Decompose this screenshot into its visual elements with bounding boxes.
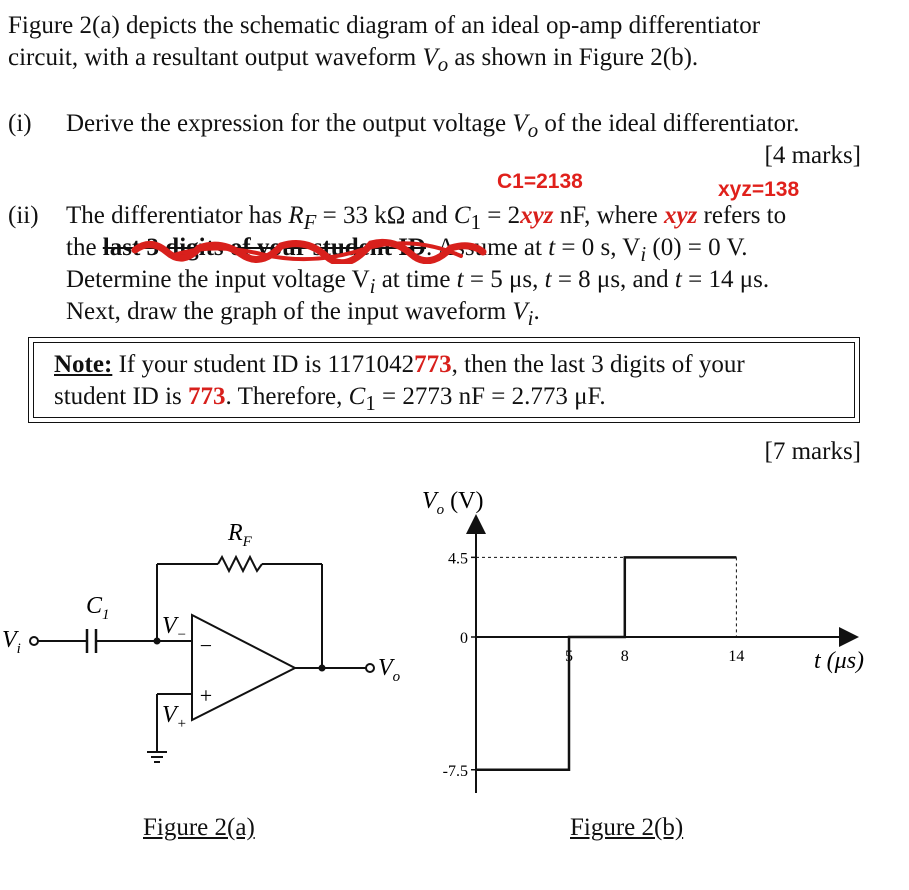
- text: The differentiator has: [66, 202, 289, 229]
- c1-annotation: C1=2138: [497, 170, 583, 193]
- text: If your student ID is 1171042: [112, 351, 415, 378]
- text: = 5 μs,: [463, 266, 545, 293]
- note-box: [28, 337, 860, 423]
- figure-2b-caption: [570, 812, 683, 844]
- id-digits-highlight: 773: [188, 383, 226, 410]
- vi-label: $V_i$: [2, 627, 21, 657]
- redacted-phrase: [103, 232, 426, 264]
- x-tick-label: 14: [728, 648, 745, 665]
- part-ii-line-4: [66, 296, 540, 334]
- waveform-chart: [410, 478, 890, 808]
- xyz-highlight: xyz: [520, 202, 554, 229]
- feedback-resistor: [218, 557, 262, 571]
- text: Determine the input voltage V: [66, 266, 370, 293]
- vplus-label: $V_+$: [162, 702, 187, 732]
- output-terminal: [366, 664, 374, 672]
- part-i-question: [66, 108, 799, 146]
- y-tick-label: 0: [460, 630, 468, 647]
- text: = 8 μs, and: [551, 266, 675, 293]
- text: .: [533, 298, 540, 325]
- text: = 33 kΩ and: [316, 202, 454, 229]
- c1-label: $C_1$: [86, 593, 110, 623]
- struck-text: last 3 digits of your student ID: [102, 234, 426, 261]
- y-tick-label: 4.5: [448, 550, 468, 568]
- text: the: [66, 234, 103, 261]
- figure-2a-caption: [143, 812, 255, 844]
- vi-symbol: V: [512, 298, 528, 325]
- caption-text: Figure 2(a): [143, 814, 255, 841]
- part-i-label: [8, 108, 32, 140]
- text: student ID is: [54, 383, 189, 410]
- junction-dot-input: [154, 638, 161, 645]
- dashed-guides: [476, 557, 736, 637]
- rf-subscript: F: [303, 210, 317, 234]
- t-symbol: t: [544, 266, 552, 293]
- text: = 2: [481, 202, 521, 229]
- y-axis-label: $V_o$ (V): [422, 488, 484, 518]
- part-ii-label: [8, 200, 39, 232]
- text: , then the last 3 digits of your: [451, 351, 745, 378]
- intro-line-1: [8, 10, 760, 42]
- intro-text: Figure 2(a) depicts the schematic diagram of an ideal op-amp differentiator: [8, 12, 761, 39]
- note-label: Note:: [54, 351, 113, 378]
- text: . Therefore,: [225, 383, 349, 410]
- tick-labels: [443, 550, 745, 779]
- rf-symbol: R: [288, 202, 304, 229]
- part-ii-marks: [7 marks]: [764, 438, 861, 465]
- y-tick-label: -7.5: [442, 762, 468, 780]
- note-line-2: [54, 381, 606, 419]
- vo-subscript: o: [527, 118, 539, 142]
- vo-symbol: V: [422, 44, 438, 71]
- text: nF, where: [553, 202, 664, 229]
- vo-label: $V_o$: [378, 655, 401, 685]
- vi-subscript: i: [640, 242, 647, 266]
- output-waveform-line: [476, 557, 736, 769]
- vminus-label: $V_-$: [162, 613, 187, 643]
- text: . Assume at: [426, 234, 549, 261]
- c1-subscript: 1: [365, 391, 376, 415]
- part-i-number: (i): [8, 110, 32, 137]
- x-tick-label: 8: [620, 648, 629, 665]
- vo-subscript: o: [437, 52, 449, 76]
- circuit-diagram: [0, 505, 420, 805]
- vi-subscript: i: [369, 274, 376, 298]
- junction-dot-output: [319, 665, 326, 672]
- noninverting-sign: +: [199, 683, 213, 708]
- note-line-1: [54, 349, 745, 381]
- t-symbol: t: [548, 234, 556, 261]
- text: refers to: [697, 202, 787, 229]
- id-digits-highlight: 773: [414, 351, 452, 378]
- text: Next, draw the graph of the input waveform: [66, 298, 513, 325]
- vi-subscript: i: [527, 306, 534, 330]
- part-ii-number: (ii): [8, 202, 39, 229]
- inverting-sign: −: [199, 633, 213, 658]
- t-symbol: t: [456, 266, 464, 293]
- intro-line-2: [8, 42, 698, 80]
- red-scribble: [131, 234, 531, 264]
- part-i-text: Derive the expression for the output voltage: [66, 110, 513, 137]
- text: (0) = 0 V.: [646, 234, 748, 261]
- x-axis-label: t (μs): [814, 648, 865, 674]
- text: at time: [375, 266, 457, 293]
- input-terminal: [30, 637, 38, 645]
- xyz-highlight: xyz: [663, 202, 698, 229]
- t-symbol: t: [674, 266, 682, 293]
- intro-text: as shown in Figure 2(b).: [448, 44, 699, 71]
- xyz-annotation: xyz=138: [718, 178, 800, 201]
- x-tick-label: 5: [565, 648, 573, 665]
- part-i-text: of the ideal differentiator.: [538, 110, 800, 137]
- note-inner-border: [33, 342, 855, 418]
- text: = 0 s, V: [555, 234, 641, 261]
- part-i-marks: [4 marks]: [764, 142, 861, 169]
- text: = 14 μs.: [681, 266, 770, 293]
- vo-symbol: V: [512, 110, 528, 137]
- intro-text: circuit, with a resultant output waveform: [8, 44, 423, 71]
- rf-label: $R_F$: [228, 520, 252, 550]
- c1-symbol: C: [453, 202, 471, 229]
- c1-symbol: C: [348, 383, 366, 410]
- c1-subscript: 1: [470, 210, 482, 234]
- caption-text: Figure 2(b): [570, 814, 684, 841]
- text: = 2773 nF = 2.773 μF.: [375, 383, 606, 410]
